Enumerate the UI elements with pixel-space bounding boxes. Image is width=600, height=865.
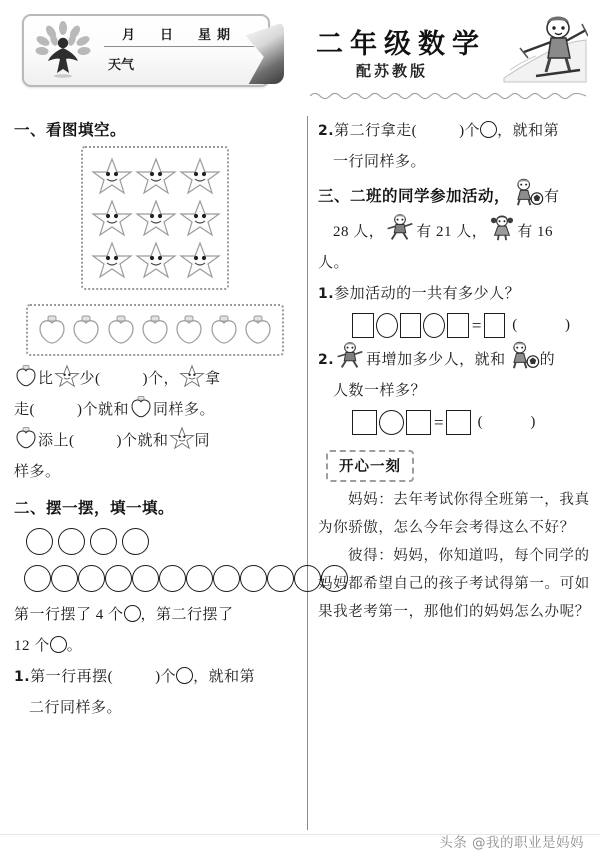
count-3-text: 有 16	[517, 224, 554, 240]
apple-row	[36, 314, 274, 346]
question-number: 1.	[318, 286, 335, 302]
apple-icon	[129, 395, 153, 419]
apple-icon	[70, 314, 102, 346]
smiling-star-icon	[135, 240, 177, 280]
q2-text-a: 第二行拿走(	[334, 123, 418, 139]
smiling-star-icon	[135, 198, 177, 238]
q1-text: 参加活动的一共有多少人？	[334, 286, 521, 302]
line-3-text-b: )个就和	[116, 433, 169, 449]
unit-parenthesis[interactable]: ( )	[512, 317, 593, 333]
section-3-heading	[318, 178, 592, 213]
equation-operator-circle[interactable]	[379, 410, 404, 435]
equals-sign: =	[434, 412, 444, 432]
smiling-star-icon	[54, 364, 80, 388]
section-3-tail: 人。	[318, 255, 350, 271]
section-3-heading-b: 有	[544, 189, 560, 205]
circle-item	[159, 565, 186, 592]
running-boy-icon	[334, 341, 366, 369]
q1-text-a: 第一行再摆(	[30, 669, 114, 685]
section-3-question-1	[318, 279, 592, 310]
line-3-text-c: 同	[194, 433, 211, 449]
question-number: 1.	[14, 669, 31, 685]
question-2-line-1	[318, 116, 592, 147]
section-1-heading: 一、看图填空。	[14, 121, 127, 139]
line-1-text-c: )个，	[142, 371, 180, 387]
smiling-star-icon	[179, 364, 205, 388]
stmt-text-a: 第一行摆了 4 个	[14, 607, 124, 623]
page-header	[0, 0, 600, 110]
section-1-line-1	[14, 364, 296, 395]
smiling-star-icon	[91, 240, 133, 280]
question-number: 2.	[318, 352, 335, 368]
circle-item	[213, 565, 240, 592]
stmt-text-d: 。	[66, 638, 83, 654]
circle-item	[240, 565, 267, 592]
count-1: 28 人，	[333, 224, 385, 240]
q2-text-c: ，就和第	[497, 123, 560, 139]
line-1-text-d: 拿	[205, 371, 221, 387]
page-title: 二年级数学	[316, 29, 486, 60]
circle-glyph	[176, 667, 193, 684]
date-fields	[104, 24, 254, 73]
line-2-text-a: 走(	[14, 402, 35, 418]
circle-row-1	[26, 528, 296, 555]
stmt-text-c: 12 个	[14, 638, 50, 654]
watermark: 头条 @我的职业是妈妈	[439, 835, 584, 851]
line-1-text-a: 比	[38, 371, 54, 387]
star-grid	[91, 156, 219, 280]
equation-operator-circle[interactable]	[376, 313, 398, 338]
apple-icon	[139, 314, 171, 346]
equation-result-box[interactable]	[484, 313, 506, 338]
section-2-question-1-cont: 二行同样多。	[29, 700, 123, 716]
equation-row-1[interactable]	[352, 313, 592, 338]
circle-item	[78, 565, 105, 592]
soccer-boy-icon	[510, 178, 544, 206]
circle-item	[294, 565, 321, 592]
star-grid-panel	[81, 146, 229, 290]
content-columns	[0, 110, 600, 850]
apple-icon	[105, 314, 137, 346]
joke-paragraph-1: 妈妈：去年考试你得全班第一，我真为你骄傲，怎么今年会考得这么不好？	[318, 492, 590, 536]
circle-glyph	[480, 121, 497, 138]
equals-sign: =	[471, 315, 482, 335]
section-1-line-3	[14, 426, 296, 457]
q1-text-b: )个	[155, 669, 177, 685]
section-3-title: 三、二班的同学参加活动，	[318, 187, 511, 205]
skiing-kid-icon	[502, 8, 588, 86]
section-3-counts-line	[318, 213, 592, 248]
line-2-text-c: 同样多。	[153, 402, 216, 418]
section-3-question-2-cont: 人数一样多？	[333, 383, 427, 399]
circle-glyph	[50, 636, 67, 653]
stmt-text-b: ，第二行摆了	[140, 607, 234, 623]
q2-text-a: 再增加多少人，就和	[366, 352, 506, 368]
section-3-question-2	[318, 341, 592, 376]
equation-box[interactable]	[400, 313, 422, 338]
column-divider	[307, 116, 308, 830]
circle-row-2	[24, 565, 296, 592]
q2-text-b: 的	[539, 352, 556, 368]
circle-item	[122, 528, 149, 555]
equation-operator-circle[interactable]	[423, 313, 445, 338]
line-3-text-a: 添上(	[38, 433, 75, 449]
joke-section-tag: 开心一刻	[326, 450, 414, 482]
line-1-text-b: 少(	[79, 371, 101, 387]
section-2-heading: 二、摆一摆，填一填。	[14, 499, 175, 517]
equation-result-box[interactable]	[446, 410, 471, 435]
question-2-line-2: 一行同样多。	[333, 154, 427, 170]
date-weather-plate	[22, 14, 270, 87]
apple-icon	[173, 314, 205, 346]
weather-line[interactable]: 天气	[108, 57, 135, 72]
equation-box[interactable]	[447, 313, 469, 338]
date-line[interactable]: 月 日 星期	[104, 24, 254, 47]
circle-glyph	[124, 605, 141, 622]
equation-box[interactable]	[352, 410, 377, 435]
question-number: 2.	[318, 123, 335, 139]
smiling-star-icon	[179, 156, 221, 196]
circle-item	[105, 565, 132, 592]
apple-icon	[14, 364, 38, 388]
circle-item	[24, 565, 51, 592]
section-2-question-1	[14, 662, 296, 693]
circle-item	[51, 565, 78, 592]
right-column	[318, 110, 592, 626]
equation-box[interactable]	[406, 410, 431, 435]
section-2-statement-line-2	[14, 631, 296, 662]
smiling-star-icon	[179, 240, 221, 280]
q1-text-c: ，就和第	[193, 669, 256, 685]
smiling-star-icon	[179, 198, 221, 238]
soccer-boy-icon	[506, 341, 540, 369]
circle-item	[267, 565, 294, 592]
circle-item	[26, 528, 53, 555]
smiling-star-icon	[169, 426, 195, 450]
q2-text-b: )个	[459, 123, 481, 139]
apple-icon	[36, 314, 68, 346]
tree-person-logo	[34, 20, 92, 80]
wavy-divider	[310, 90, 586, 100]
unit-parenthesis[interactable]: ( )	[477, 414, 558, 430]
smiling-star-icon	[135, 156, 177, 196]
page-subtitle: 配苏教版	[356, 62, 429, 80]
smiling-star-icon	[91, 156, 133, 196]
circle-item	[90, 528, 117, 555]
circle-item	[58, 528, 85, 555]
joke-paragraph-2: 彼得：妈妈，你知道吗，每个同学的妈妈都希望自己的孩子考试得第一。可如果我老考第一，那他们的妈妈怎么办呢？	[318, 548, 590, 620]
section-2-statement-line-1	[14, 600, 296, 631]
apple-icon	[208, 314, 240, 346]
apple-icon	[14, 426, 38, 450]
title-block	[300, 8, 592, 104]
apple-icon	[242, 314, 274, 346]
section-1-line-4: 样多。	[14, 464, 61, 480]
circle-item	[132, 565, 159, 592]
equation-row-2[interactable]	[352, 410, 592, 435]
count-2-text: 有 21 人，	[416, 224, 488, 240]
apple-row-panel	[26, 304, 284, 356]
running-boy-icon	[384, 213, 416, 241]
line-2-text-b: )个就和	[77, 402, 129, 418]
equation-box[interactable]	[352, 313, 374, 338]
smiling-star-icon	[91, 198, 133, 238]
left-column	[14, 110, 296, 724]
section-1-line-2	[14, 395, 296, 426]
girl-icon	[487, 213, 517, 241]
circle-item	[186, 565, 213, 592]
